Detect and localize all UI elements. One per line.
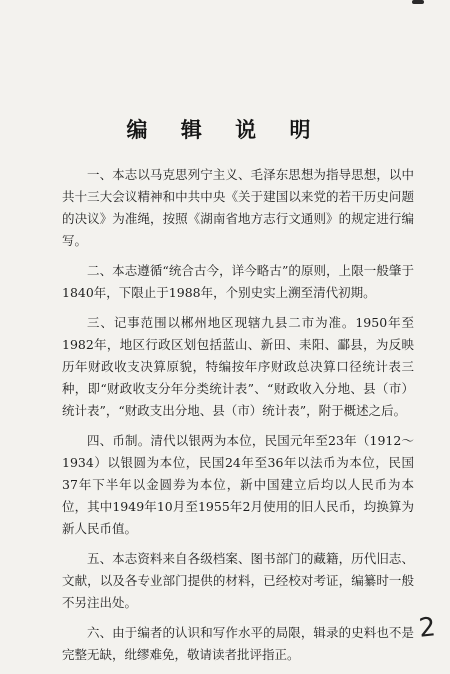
paragraph-5: 五、本志资料来自各级档案、图书部门的藏籍，历代旧志、文献，以及各专业部门提供的材料，已经校对考证，编纂时一般不另注出处。 (62, 551, 414, 610)
body-text (62, 164, 414, 674)
paragraph-1: 一、本志以马克思列宁主义、毛泽东思想为指导思想，以中共十三大会议精神和中共中央《关于建国以来党的若干历史问题的决议》为准绳，按照《湖南省地方志行文通则》的规定进行编写。 (62, 167, 414, 248)
paragraph-6: 六、由于编者的认识和写作水平的局限，辑录的史料也不是完整无缺，纰缪难免，敬请读者批评指正。 (62, 625, 414, 662)
paragraph-3: 三、记事范围以郴州地区现辖九县二市为准。1950年至1982年，地区行政区划包括蓝山、新田、耒阳、酃县，为反映历年财政收支决算原貌，特编按年序财政总决算口径统计表三种，即“财政收支分年分类统计表”、“财政收入分地、县（市）统计表”，“财政支出分地、县（市）统计表”，附于概述之后。 (62, 315, 414, 418)
page-number: 2 (417, 612, 438, 644)
page-title: 编 辑 说 明 (126, 117, 324, 142)
paragraph-4: 四、币制。清代以银两为本位，民国元年至23年（1912～1934）以银圆为本位，民国24年至36年以法币为本位，民国37年下半年以金圆券为本位，新中国建立后均以人民币为本位，其中1949年10月至1955年2月使用的旧人民币，均换算为新人民币值。 (62, 433, 414, 536)
scan-mark (412, 0, 424, 4)
paragraph-2: 二、本志遵循“统合古今，详今略古”的原则，上限一般肇于1840年，下限止于1988年，个别史实上溯至清代初期。 (62, 263, 414, 300)
